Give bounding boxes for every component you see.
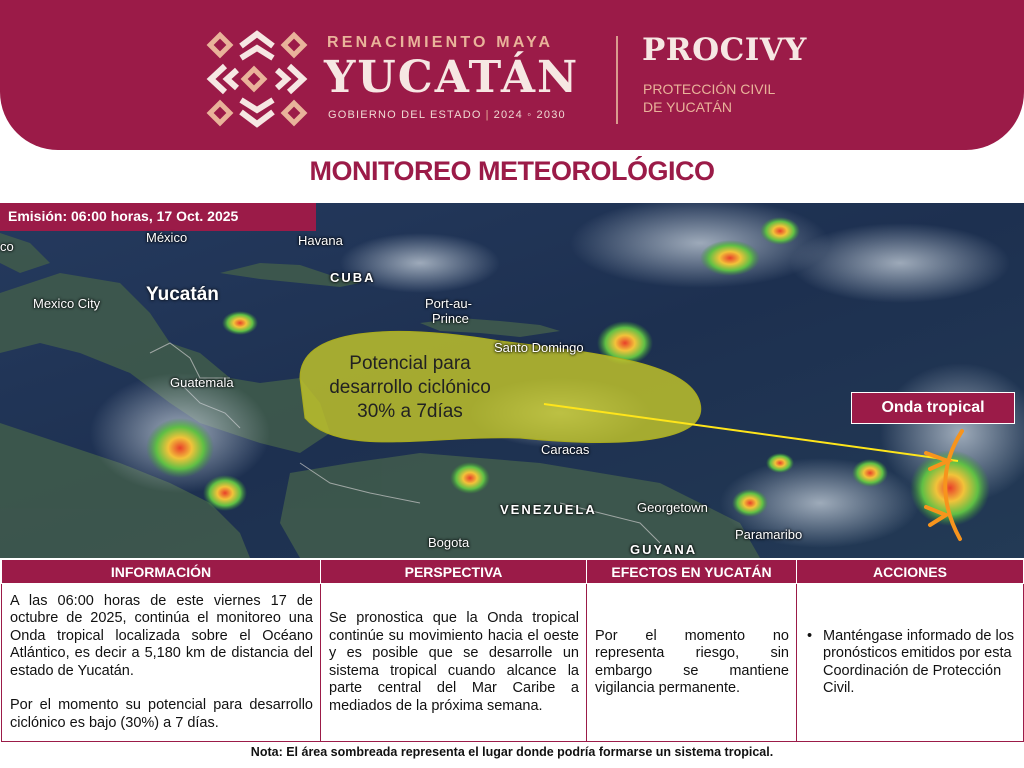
satellite-map [0, 203, 1024, 558]
agency-name: PROCIVY [642, 32, 807, 68]
cell-perspectiva: Se pronostica que la Onda tropical continúe su movimiento hacia el oeste y es posible que se desarrolle un sistema tropical cuando alcance la parte central del Mar Caribe a mediados de la próxima semana. [321, 584, 587, 742]
header-acciones: ACCIONES [797, 560, 1024, 584]
map-label-santo-domingo: Santo Domingo [494, 340, 584, 355]
header-efectos: EFECTOS EN YUCATÁN [587, 560, 797, 584]
brand-name: YUCATÁN [324, 52, 580, 103]
potential-zone-line1: Potencial para [349, 353, 471, 374]
map-label-georgetown: Georgetown [637, 500, 708, 515]
yucatan-emblem-logo [205, 30, 309, 128]
header-divider [616, 36, 618, 124]
potential-zone-line2: desarrollo ciclónico [329, 377, 491, 398]
agency-subtitle [643, 80, 813, 116]
acciones-list [805, 628, 1016, 698]
header-informacion: INFORMACIÓN [2, 560, 321, 584]
map-label-yucatan: Yucatán [146, 284, 219, 305]
header-perspectiva: PERSPECTIVA [321, 560, 587, 584]
map-label-guatemala: Guatemala [170, 375, 234, 390]
map-label-cuba: CUBA [330, 270, 376, 285]
brand-tagline: RENACIMIENTO MAYA [327, 34, 554, 51]
map-label-havana: Havana [298, 233, 343, 248]
emission-timestamp: Emisión: 06:00 horas, 17 Oct. 2025 [0, 203, 316, 231]
page-title: MONITOREO METEOROLÓGICO [309, 156, 715, 186]
acciones-item: • Manténgase informado de los pronósticos emitidos por esta Coordinación de Protección Civil. [805, 628, 1016, 698]
map-label-port-au-prince-1: Port-au- [425, 296, 472, 311]
map-label-guyana: GUYANA [630, 542, 698, 557]
info-table [1, 559, 1024, 742]
header-banner [0, 0, 1024, 150]
tropical-wave-label: Onda tropical [851, 392, 1015, 424]
agency-subtitle-line1: PROTECCIÓN CIVIL [643, 81, 776, 97]
map-label-co: co [0, 239, 14, 254]
map-label-mexico: México [146, 230, 188, 245]
informacion-paragraph-2: Por el momento su potencial para desarrollo ciclónico es bajo (30%) a 7 días. [10, 697, 313, 731]
brand-subtitle: GOBIERNO DEL ESTADO | 2024 ◦ 2030 [328, 109, 566, 121]
cell-acciones [797, 584, 1024, 742]
map-label-port-au-prince-2: Prince [432, 311, 469, 326]
informacion-paragraph-1: A las 06:00 horas de este viernes 17 de octubre de 2025, continúa el monitoreo una Onda tropical localizada sobre el Océano Atlántico, es decir a 5,180 km de distancia del estado de Yucatán. [10, 592, 313, 679]
potential-zone-label [300, 352, 520, 424]
cell-informacion [2, 584, 321, 742]
agency-subtitle-line2: DE YUCATÁN [643, 99, 732, 115]
map-label-caracas: Caracas [541, 442, 590, 457]
info-table-row [2, 584, 1024, 742]
cell-efectos: Por el momento no representa riesgo, sin embargo se mantiene vigilancia permanente. [587, 584, 797, 742]
brand-sub-period: 2024 ◦ 2030 [493, 109, 566, 121]
info-table-header-row [2, 560, 1024, 584]
footnote: Nota: El área sombreada representa el lugar donde podría formarse un sistema tropical. [250, 745, 774, 759]
brand-sub-government: GOBIERNO DEL ESTADO [328, 109, 482, 121]
map-label-mexico-city: Mexico City [33, 296, 101, 311]
potential-zone-line3: 30% a 7días [357, 401, 463, 422]
map-label-venezuela: VENEZUELA [500, 502, 597, 517]
map-label-paramaribo: Paramaribo [735, 527, 803, 542]
map-label-bogota: Bogota [428, 535, 470, 550]
